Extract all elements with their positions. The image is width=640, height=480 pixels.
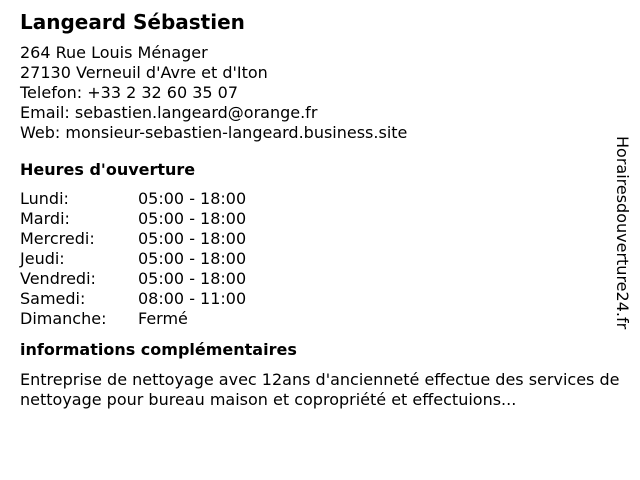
email-line: Email: sebastien.langeard@orange.fr	[20, 103, 318, 122]
hours-time: 05:00 - 18:00	[138, 249, 247, 268]
phone-line: Telefon: +33 2 32 60 35 07	[20, 83, 239, 102]
hours-row-vendredi	[20, 269, 620, 289]
address-street: 264 Rue Louis Ménager	[20, 43, 208, 62]
address-city: 27130 Verneuil d'Avre et d'Iton	[20, 63, 268, 82]
hours-row-mardi	[20, 209, 620, 229]
hours-day: Jeudi:	[20, 249, 65, 268]
hours-day: Dimanche:	[20, 309, 107, 328]
hours-time: 05:00 - 18:00	[138, 189, 247, 208]
site-watermark: Horairesdouverture24.fr	[613, 136, 632, 330]
info-text: Entreprise de nettoyage avec 12ans d'ancienneté effectue des services de nettoyage pour bureau maison et copropriété et effectuions...	[20, 370, 620, 409]
hours-row-dimanche	[20, 309, 620, 329]
info-title: informations complémentaires	[20, 340, 297, 359]
hours-row-mercredi	[20, 229, 620, 249]
hours-day: Mardi:	[20, 209, 70, 228]
hours-title: Heures d'ouverture	[20, 160, 196, 179]
hours-day: Samedi:	[20, 289, 86, 308]
web-line: Web: monsieur-sebastien-langeard.business.site	[20, 123, 408, 142]
hours-row-samedi	[20, 289, 620, 309]
hours-row-lundi	[20, 189, 620, 209]
hours-table	[20, 189, 620, 329]
business-card	[20, 10, 620, 410]
hours-day: Vendredi:	[20, 269, 96, 288]
hours-row-jeudi	[20, 249, 620, 269]
hours-time: Fermé	[138, 309, 188, 328]
hours-time: 05:00 - 18:00	[138, 229, 247, 248]
hours-time: 05:00 - 18:00	[138, 269, 247, 288]
hours-time: 08:00 - 11:00	[138, 289, 247, 308]
hours-day: Mercredi:	[20, 229, 95, 248]
hours-day: Lundi:	[20, 189, 69, 208]
business-name: Langeard Sébastien	[20, 10, 245, 34]
hours-time: 05:00 - 18:00	[138, 209, 247, 228]
